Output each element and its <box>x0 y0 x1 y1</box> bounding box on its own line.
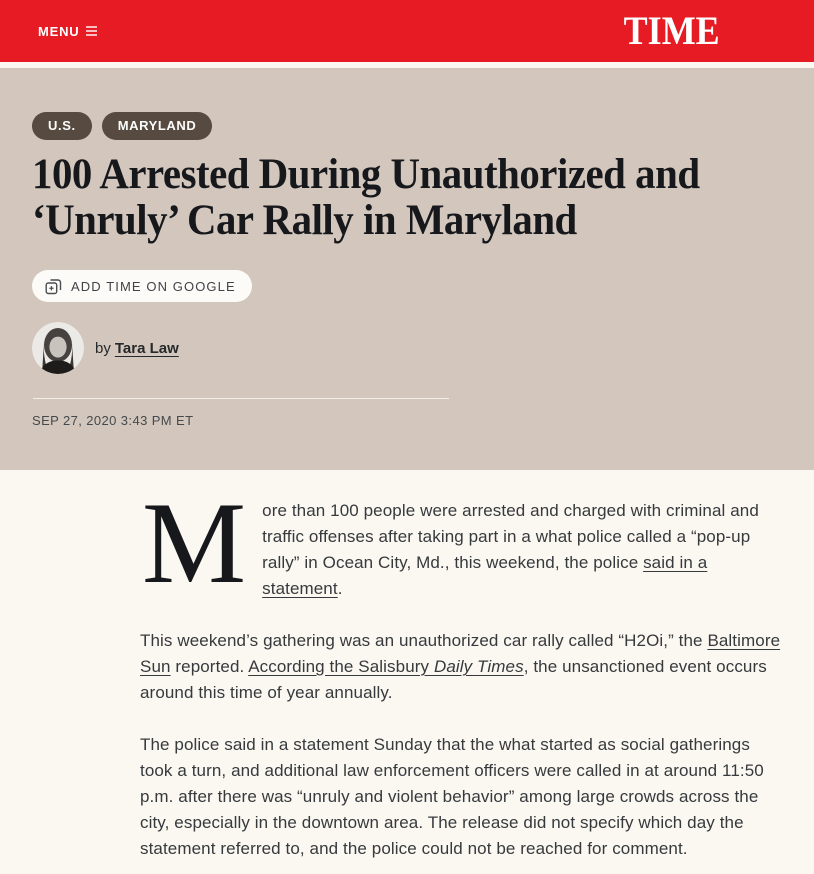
paragraph-2 <box>140 628 782 706</box>
hero-section <box>0 68 814 470</box>
hamburger-icon <box>86 26 97 36</box>
paragraph-1 <box>140 479 782 608</box>
inline-link[interactable]: Daily Times <box>433 657 524 676</box>
add-to-google-icon <box>45 278 62 295</box>
page-title <box>32 152 745 244</box>
text-run: The police said in a statement Sunday that the what started as social gatherings took a turn, and additional law enforcement officers were called in at around 11:50 p.m. after there was “unruly and violent behavior” among large crowds across the city, especially in the downtown area. The release did not specify which day the statement referred to, and the police could not be reached for comment. <box>140 735 764 858</box>
headline-line-2: ‘Unruly’ Car Rally in Maryland <box>32 197 577 244</box>
byline-divider <box>33 398 449 399</box>
badge-us[interactable]: U.S. <box>32 112 92 140</box>
menu-button[interactable] <box>38 24 97 39</box>
byline-text <box>95 340 179 357</box>
menu-label: MENU <box>38 23 80 39</box>
add-time-on-google-button[interactable] <box>32 270 252 302</box>
paragraph-3 <box>140 732 782 862</box>
dropcap: M <box>142 479 247 608</box>
author-avatar[interactable] <box>32 322 84 374</box>
byline <box>32 322 782 374</box>
time-logo[interactable]: TIME <box>623 8 720 53</box>
paragraph-1-text <box>262 501 759 598</box>
text-run: reported. <box>170 657 249 676</box>
text-run: ore than 100 people were arrested and charged with criminal and traffic offenses after taking part in a what police called a “pop-up rally” in Ocean City, Md., this weekend, the police <box>262 501 759 572</box>
badge-maryland[interactable]: MARYLAND <box>102 112 213 140</box>
section-badges <box>32 112 782 140</box>
inline-link[interactable]: Baltimore Sun <box>140 631 781 676</box>
byline-prefix: by <box>95 339 111 357</box>
text-run: , the unsanctioned event occurs around this time of year annually. <box>140 657 767 702</box>
publish-timestamp: SEP 27, 2020 3:43 PM ET <box>32 413 194 428</box>
add-time-on-google-label: ADD TIME ON GOOGLE <box>71 278 236 294</box>
text-run: This weekend’s gathering was an unauthorized car rally called “H2Oi,” the <box>140 631 708 650</box>
headline-line-1: 100 Arrested During Unauthorized and <box>32 151 700 198</box>
inline-link[interactable]: said in a statement <box>262 553 708 598</box>
author-link[interactable]: Tara Law <box>114 339 179 357</box>
inline-link[interactable]: According the Salisbury <box>248 657 434 676</box>
site-header <box>0 0 814 62</box>
text-run: . <box>337 579 343 598</box>
article-body <box>0 470 782 862</box>
